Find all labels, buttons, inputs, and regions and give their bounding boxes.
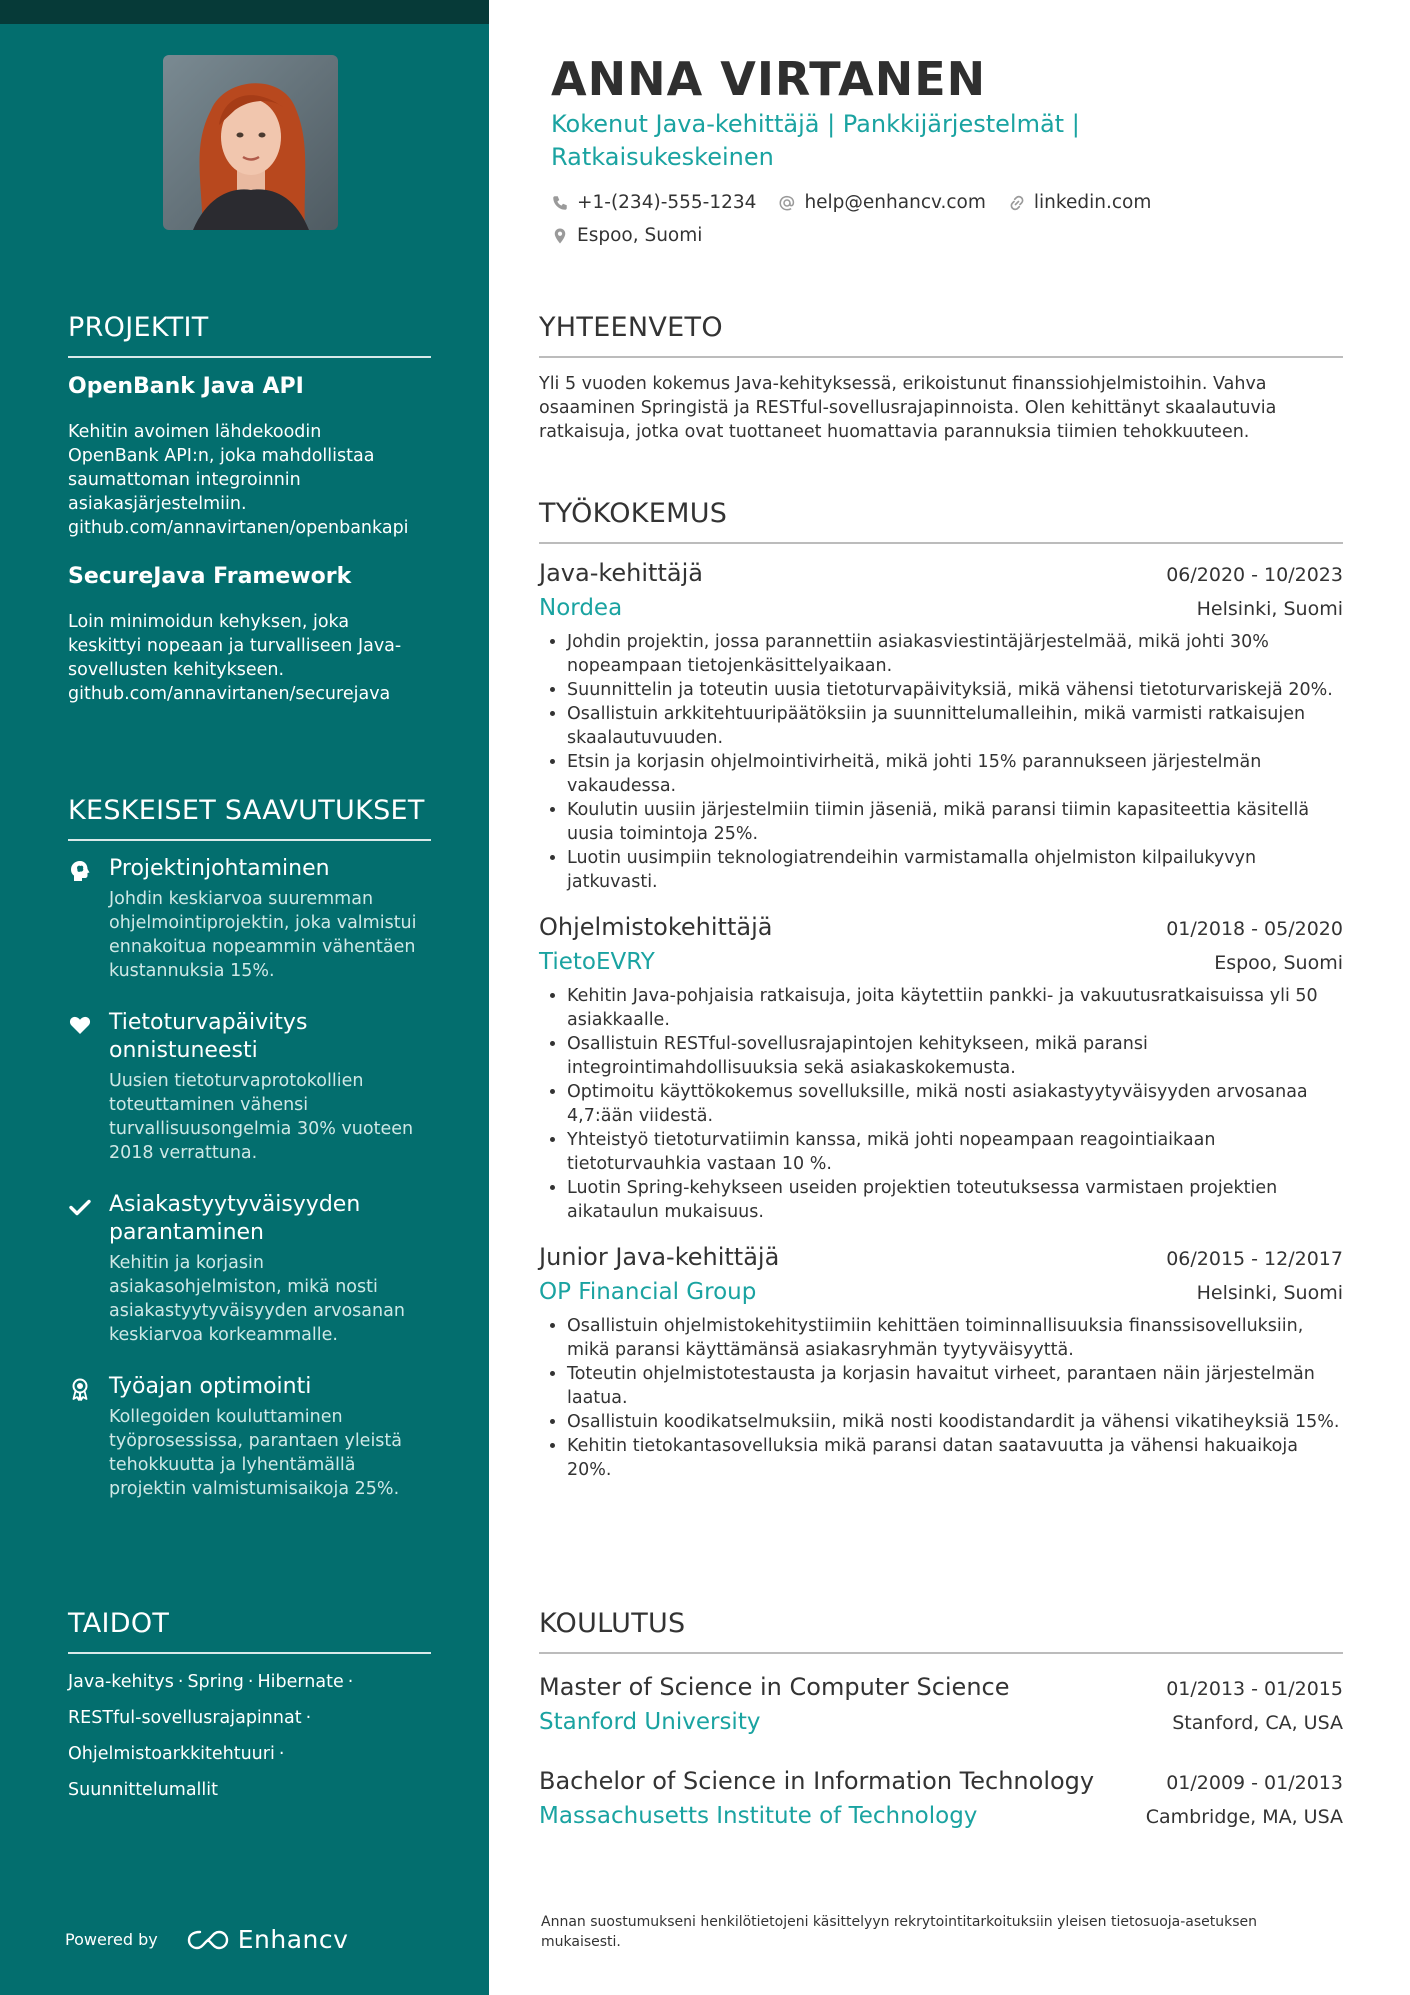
school-location: Stanford, CA, USA	[1172, 1712, 1343, 1734]
enhancv-logo	[186, 1925, 349, 1954]
contact-location	[551, 225, 702, 246]
degree-title: Bachelor of Science in Information Technology	[539, 1767, 1095, 1795]
achievement-item	[68, 1191, 431, 1347]
skill-tag: Hibernate	[257, 1672, 344, 1692]
project-description: Kehitin avoimen lähdekoodin OpenBank API:n, joka mahdollistaa saumattoman integroinnin asiakasjärjestelmiin. github.com/annavirtanen/openbankapi	[68, 422, 409, 538]
job-dates: 06/2015 - 12/2017	[1166, 1248, 1343, 1270]
skill-tag: Suunnittelumallit	[68, 1780, 218, 1800]
job-bullet: • Toteutin ohjelmistotestausta ja korjasin havaitut virheet, parantaen näin järjestelmän laatua.	[567, 1362, 1343, 1410]
job-company: OP Financial Group	[539, 1279, 757, 1305]
job-bullet: • Yhteistyö tietoturvatiimin kanssa, mikä johti nopeampaan reagointiaikaan tietoturvauhkia vastaan 10 %.	[567, 1128, 1343, 1176]
sidebar	[0, 0, 489, 1995]
job-title: Java-kehittäjä	[539, 559, 703, 587]
powered-by[interactable]	[65, 1925, 348, 1954]
skills-heading: TAIDOT	[68, 1606, 431, 1654]
job-dates: 06/2020 - 10/2023	[1166, 564, 1343, 586]
achievements-section	[68, 793, 431, 1501]
job-bullets	[539, 1314, 1343, 1482]
job-bullet: • Kehitin tietokantasovelluksia mikä paransi datan saatavuutta ja vähensi hakuaikoja 20%.	[567, 1434, 1343, 1482]
job-bullet: • Osallistuin koodikatselmuksiin, mikä nosti koodistandardit ja vähensi vikatiheyksiä 15%.	[567, 1410, 1343, 1434]
job-bullet: • Etsin ja korjasin ohjelmointivirheitä, mikä johti 15% parannukseen järjestelmän vakaudessa.	[567, 750, 1343, 798]
phone-icon	[551, 194, 569, 212]
skill-row: Ohjelmistoarkkitehtuuri ·	[68, 1744, 285, 1764]
location-pin-icon	[551, 227, 569, 245]
skill-row	[68, 1772, 431, 1808]
achievement-title: Työajan optimointi	[109, 1374, 312, 1399]
contact-linkedin[interactable]	[1008, 192, 1151, 213]
job-bullet: • Johdin projektin, jossa parannettiin asiakasviestintäjärjestelmää, mikä johti 30% nopeampaan tietojenkäsittelyaikaan.	[567, 630, 1343, 678]
gdpr-consent: Annan suostumukseni henkilötietojeni käsittelyyn rekrytointitarkoituksiin yleisen tietosuoja-asetuksen mukaisesti.	[541, 1914, 1258, 1950]
at-icon	[778, 194, 796, 212]
job-location: Espoo, Suomi	[1214, 952, 1343, 974]
achievement-description: Johdin keskiarvoa suuremman ohjelmointiprojektin, joka valmistui ennakoitua nopeammin vähentäen kustannuksia 15%.	[109, 889, 417, 981]
job-dates: 01/2018 - 05/2020	[1166, 918, 1343, 940]
contact-info	[551, 192, 1331, 258]
job-bullet: • Optimoitu käyttökokemus sovelluksille, mikä nosti asiakastyytyväisyyden arvosanaa 4,7:ään viidestä.	[567, 1080, 1343, 1128]
location-text: Espoo, Suomi	[577, 225, 703, 246]
job-title: Junior Java-kehittäjä	[539, 1243, 780, 1271]
job-title: Ohjelmistokehittäjä	[539, 913, 773, 941]
skill-tag: RESTful-sovellusrajapinnat	[68, 1708, 302, 1728]
project-item	[68, 372, 431, 540]
job-bullet: • Koulutin uusiin järjestelmiin tiimin jäseniä, mikä paransi tiimin kapasiteettia käsitellä uusia toimintoja 25%.	[567, 798, 1343, 846]
achievement-description: Kollegoiden kouluttaminen työprosessissa, parantaen yleistä tehokkuutta ja lyhentämällä projektin valmistumisaikoja 25%.	[109, 1407, 403, 1499]
achievement-title: Asiakastyytyväisyyden parantaminen	[109, 1192, 361, 1245]
degree-title: Master of Science in Computer Science	[539, 1673, 1010, 1701]
summary-heading: YHTEENVETO	[539, 310, 1343, 358]
brain-icon	[68, 859, 92, 883]
heart-icon	[68, 1013, 92, 1037]
education-section	[539, 1606, 1343, 1834]
projects-section	[68, 310, 431, 706]
job-bullets	[539, 630, 1343, 894]
job-bullets	[539, 984, 1343, 1224]
job-bullet: • Osallistuin ohjelmistokehitystiimiin kehittäen toiminnallisuuksia finanssisovelluksiin, mikä paransi käyttämänsä asiakasryhmän tyytyväisyyttä.	[567, 1314, 1343, 1362]
linkedin-text: linkedin.com	[1033, 192, 1152, 213]
achievement-title: Projektinjohtaminen	[109, 856, 330, 881]
experience-section	[539, 496, 1343, 1482]
education-dates: 01/2009 - 01/2013	[1166, 1772, 1343, 1794]
job-bullet: • Luotin uusimpiin teknologiatrendeihin varmistamalla ohjelmiston kilpailukyvyn jatkuvasti.	[567, 846, 1343, 894]
education-entry	[539, 1764, 1343, 1834]
job-bullet: • Suunnittelin ja toteutin uusia tietoturvapäivityksiä, mikä vähensi tietoturvariskejä 20%.	[567, 678, 1343, 702]
achievement-item	[68, 855, 431, 983]
job-location: Helsinki, Suomi	[1196, 1282, 1343, 1304]
award-icon	[68, 1377, 92, 1401]
enhancv-brand: Enhancv	[237, 1925, 349, 1954]
job-bullet: • Osallistuin arkkitehtuuripäätöksiin ja suunnittelumalleihin, mikä varmisti ratkaisujen skaalautuvuuden.	[567, 702, 1343, 750]
education-dates: 01/2013 - 01/2015	[1166, 1678, 1343, 1700]
school-location: Cambridge, MA, USA	[1145, 1806, 1343, 1828]
project-item	[68, 562, 431, 706]
school-name: Massachusetts Institute of Technology	[539, 1803, 978, 1829]
sidebar-top-bar	[0, 0, 489, 24]
email-text: help@enhancv.com	[804, 192, 986, 213]
summary-section	[539, 310, 1343, 444]
skill-row: RESTful-sovellusrajapinnat ·	[68, 1708, 312, 1728]
education-entry	[539, 1670, 1343, 1740]
profile-photo	[163, 55, 338, 230]
achievement-item	[68, 1373, 431, 1501]
achievement-title: Tietoturvapäivitys onnistuneesti	[109, 1010, 308, 1063]
summary-text: Yli 5 vuoden kokemus Java-kehityksessä, erikoistunut finanssiohjelmistoihin. Vahva osaaminen Springistä ja RESTful-sovellusrajapinnoista. Olen kehittänyt skaalautuvia ratkaisuja, jotka ovat tuottaneet huomattavia parannuksia tiimien tehokkuuteen.	[539, 374, 1277, 442]
achievement-description: Uusien tietoturvaprotokollien toteuttaminen vähensi turvallisuusongelmia 30% vuoteen 2018 verrattuna.	[109, 1071, 414, 1163]
candidate-headline: Kokenut Java-kehittäjä | Pankkijärjestelmät | Ratkaisukeskeinen	[551, 110, 1080, 171]
enhancv-logo-icon	[186, 1928, 230, 1952]
job-entry	[539, 910, 1343, 1224]
job-entry	[539, 556, 1343, 894]
contact-email[interactable]	[778, 192, 985, 213]
job-bullet: • Osallistuin RESTful-sovellusrajapintojen kehitykseen, mikä paransi integrointimahdollisuuksia sekä asiakaskokemusta.	[567, 1032, 1343, 1080]
skill-tag: Java-kehitys	[68, 1672, 174, 1692]
skills-list	[68, 1664, 431, 1808]
job-bullet: • Kehitin Java-pohjaisia ratkaisuja, joita käytettiin pankki- ja vakuutusratkaisuissa yli 50 asiakkaalle.	[567, 984, 1343, 1032]
experience-heading: TYÖKOKEMUS	[539, 496, 1343, 544]
job-company: TietoEVRY	[539, 949, 655, 975]
achievement-item	[68, 1009, 431, 1165]
skill-row: Java-kehitys · Spring · Hibernate ·	[68, 1672, 354, 1692]
job-bullet: • Luotin Spring-kehykseen useiden projektien toteutuksessa varmistaen projektien aikataulun mukaisuus.	[567, 1176, 1343, 1224]
project-title: OpenBank Java API	[68, 374, 304, 399]
candidate-name: ANNA VIRTANEN	[551, 52, 987, 106]
skill-tag: Spring	[187, 1672, 244, 1692]
project-title: SecureJava Framework	[68, 564, 352, 589]
link-icon	[1008, 194, 1026, 212]
job-entry	[539, 1240, 1343, 1482]
check-icon	[68, 1195, 92, 1219]
job-location: Helsinki, Suomi	[1196, 598, 1343, 620]
school-name: Stanford University	[539, 1709, 761, 1735]
project-description: Loin minimoidun kehyksen, joka keskittyi nopeaan ja turvalliseen Java- sovellusten kehitykseen. github.com/annavirtanen/securejava	[68, 612, 402, 704]
skills-section	[68, 1606, 431, 1808]
job-company: Nordea	[539, 595, 623, 621]
achievement-description: Kehitin ja korjasin asiakasohjelmiston, mikä nosti asiakastyytyväisyyden arvosanan keskiarvoa korkeammalle.	[109, 1253, 405, 1345]
projects-heading: PROJEKTIT	[68, 310, 431, 358]
powered-by-label: Powered by	[65, 1930, 158, 1949]
phone-text: +1-(234)-555-1234	[577, 192, 757, 213]
skill-tag: Ohjelmistoarkkitehtuuri	[68, 1744, 275, 1764]
education-heading: KOULUTUS	[539, 1606, 1343, 1654]
achievements-heading: KESKEISET SAAVUTUKSET	[68, 793, 431, 841]
contact-phone[interactable]	[551, 192, 756, 213]
